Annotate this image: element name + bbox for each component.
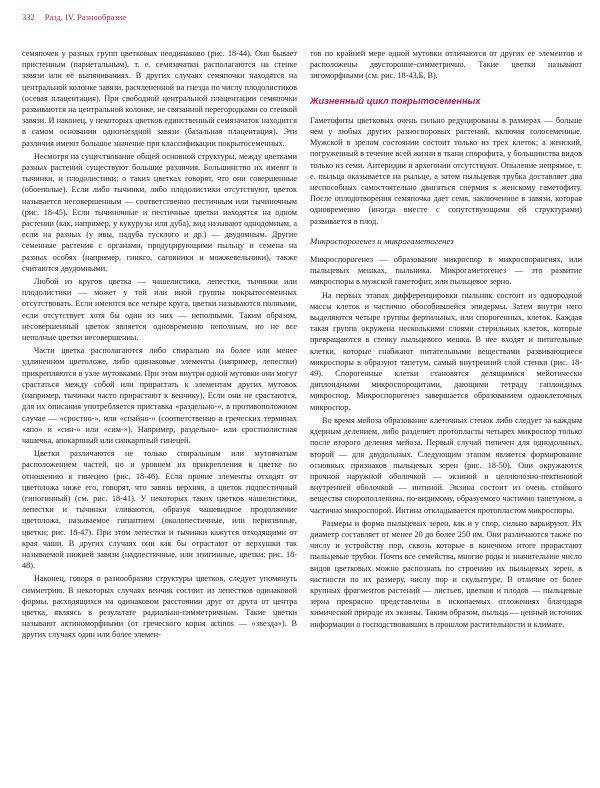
paragraph: Гаметофиты цветковых очень сильно редуцированы в размерах — больше чем у любых других разноспоровых растений, включая голосеменные. Мужской в зрелом состоянии состоит только из трех клеток; а женский, погруженный в течение всей жизни в ткани спорофита, у большинства видов только из семи. Антеридии и архегонии отсутствуют. Опыление непрямое, т. е. пыльца оказывается на рыльце, а затем пыльцевая трубка доставляет два неспособных самостоятельно двигаться спермия к женскому гаметофиту. После оплодотворения семяпочка дает семя, заключенное в завязи, которая одновременно (иногда вместе с сопутствующими ей структурами) развивается в плод. [310,115,582,226]
left-column [22,48,297,643]
subsection-heading: Микроспорогенез и микрогаметогенез [310,235,454,246]
paragraph: На первых этапах дифференцировки пыльник состоит из однородной массы клеток и частично обособившейся эпидермы. Затем внутри него выделяются четыре группы фертильных, или спорогенных, клеток. Каждая такая группа окружена несколькими слоями стерильных клеток, которые превращаются в стенку пыльцевого мешка. В нее входят и питательные клетки, которые снабжают питательными веществами развивающиеся микроспоры в образуют тапетум, самый внутренний слой стенки (рис. 18-49). Спорогенные клетки становятся делящимися мейотически диплоидными микроспороцитами, дающими тетраду гаплоидных микроспор. Микроспорогенез завершается образованием одноклеточных микроспор. [310,290,582,412]
section-heading: Жизненный цикл покрытосеменных [310,95,481,106]
section-title: Разд. IV. Разнообразие [44,12,127,22]
paragraph: Любой из кругов цветка — чашелистики, лепестки, тычинки или плодолистики — может у той или иной группы покрытосеменных отсутствовать. Если имеются все четыре круга, цветки называются полными, если отсутствует хотя бы один из них — неполными. Таким образом, несовершенный цветок является одновременно неполным, но не все неполные цветки несовершенны. [22,277,297,343]
paragraph: Несмотря на существование общей основной структуры, между цветками разных растений существуют большие различия. Большинство их имеют и тычинки, и плодолистики; о таких цветках говорят, что они совершенные (обоеполые). Если либо тычинки, либо плодолистики отсутствуют, цветок называется несовершенным — соответственно пестичным или тычиночным (рис. 18-45). Если тычиночные и пестичные цветки находятся на одном растении (как, например, у кукурузы или дуба), вид называют однодомным, а если на разных (у ивы, падуба тусклого и др.) — двудомным. Другие семенные растения с органами, продуцирующими пыльцу и семена на разных особях (например, гинкго, саговники и можжевельники), также считаются двудомными. [22,151,297,273]
paragraph-continuation: тов по крайней мере одной мутовки отличаются от других ее элементов и расположены двусторонне-симметрично. Такие цветки называют зигоморфными (см. рис. 18-43,Б, В). [310,49,582,81]
page-header [22,12,126,22]
paragraph: Размеры и форма пыльцевых зерен, как и у спор, сильно варьируют. Их диаметр составляет от менее 20 до более 250 нм. Они различаются также по числу и устройству пор, сквозь которые в конечном итоге прорастают пыльцевые трубки. Почти все семейства, многие роды и значительное число видов цветковых можно распознать по строению их пыльцевых зерен, в частности по их размеру, числу пор и скульптуре. В отличие от более крупных фрагментов растений — листьев, цветков и плодов — пыльцевые зерна прекрасно представлены в ископаемых отложениях благодаря химической природе их экзины. Таким образом, пыльца — ценный источник информации о господствовавших в прошлом растительности и климате. [310,518,582,629]
paragraph: Наконец, говоря о разнообразии структуры цветков, следует упомянуть симметрию. В некоторых случаях венчик состоит из лепестков одинаковой формы, расходящихся на одинаковом расстоянии друг от друга от центра цветка, являясь в результате радиально-симметричным. Такие цветки называют актиноморфными (от греческого корня actinos — «звезда»). В других случаях один или более элемен- [22,574,297,640]
right-column [310,48,582,632]
paragraph: семяпочек у разных групп цветковых неодинаково (рис. 18-44). Оно бывает пристенным (париетальным), т. е. семязачатки располагаются на стенке завязи или её выпячиваниях. В других случаях семяпочки находятся на центральной колонке завязи, расчлененной на гнезда по числу плодолистиков (осевая плацентация). При свободной центральной плацентации семяпочки развиваются на центральной колонке, не связанной перегородками со стенкой завязи. И наконец, у некоторых цветков единственный семязачаток находится в самом основании одногнездной завязи (базальная плацентация). Эти различия имеют большое значение при классификации покрытосеменных. [22,49,297,148]
paragraph: Цветки различаются не только спиральным или мутовчатым расположением частей, но и уровнем их прикрепления в цветке по отношению к гинецею (рис. 18-46). Если прочие элементы отходят от цветоложа ниже его, говорят, что завязь верхняя, а цветок подпестичный (гипогинный) (см. рис. 18-41). У некоторых таких цветков чашелистики, лепестки и тычинки сливаются, образуя чашевидное продолжение цветоложа, называемое гипантием (околопестичные, или перигинные, цветки; рис. 18-47). При этом лепестки и тычинки кажутся отходящими от края чаши. В других случаях они как бы отрастают от верхушки так называемой нижней завязи (надпестичные, или эпигинные, цветки; рис. 18-48). [22,449,297,571]
paragraph: Части цветка располагаются либо спирально на более или менее удлиненном цветоложе, либо одинаковые элементы (например, лепестки) прикрепляются в узле мутовками. При этом внутри одной мутовки они могут срастаться между собой или прирастать к элементам других мутовок (например, тычинки часто прирастают к венчику). Если они не срастаются, для их описания употребляется приставка «раздельно-», в противоположном случае — «сростно-», или «спайно-» (соответственно в греческих терминах «апо» и «син-» или «сим-»). Например, раздельно- или сростнолистная чашечка, апокарпный или синкарпный гинецей. [22,346,297,445]
paragraph: Во время мейоза образование клеточных стенок либо следует за каждым ядерным делением, либо разделяет протопласты четырех микроспор только после второго деления мейоза. Первый случай типичен для однодольных, второй — для двудольных. Следующим этапом является формирование основных признаков пыльцевых зерен (рис. 18-50). Они окружаются прочной наружной оболочкой — экзиной и целлюлозно-пектиновой внутренней оболочкой — интиной. Экзина состоит из очень стойкого вещества спорополленина, по-видимому, образуемого частично тапетумом, а частично микроспорой. Интина откладывается протопластом микроспоры. [310,415,582,515]
paragraph: Микроспорогенез — образование микроспор в микроспорангиях, или пыльцевых мешках, пыльника. Микрогаметогенез — это развитие микроспоры в мужской гаметофит, или пыльцевое зерно. [310,255,582,287]
page-number: 332 [22,12,35,22]
